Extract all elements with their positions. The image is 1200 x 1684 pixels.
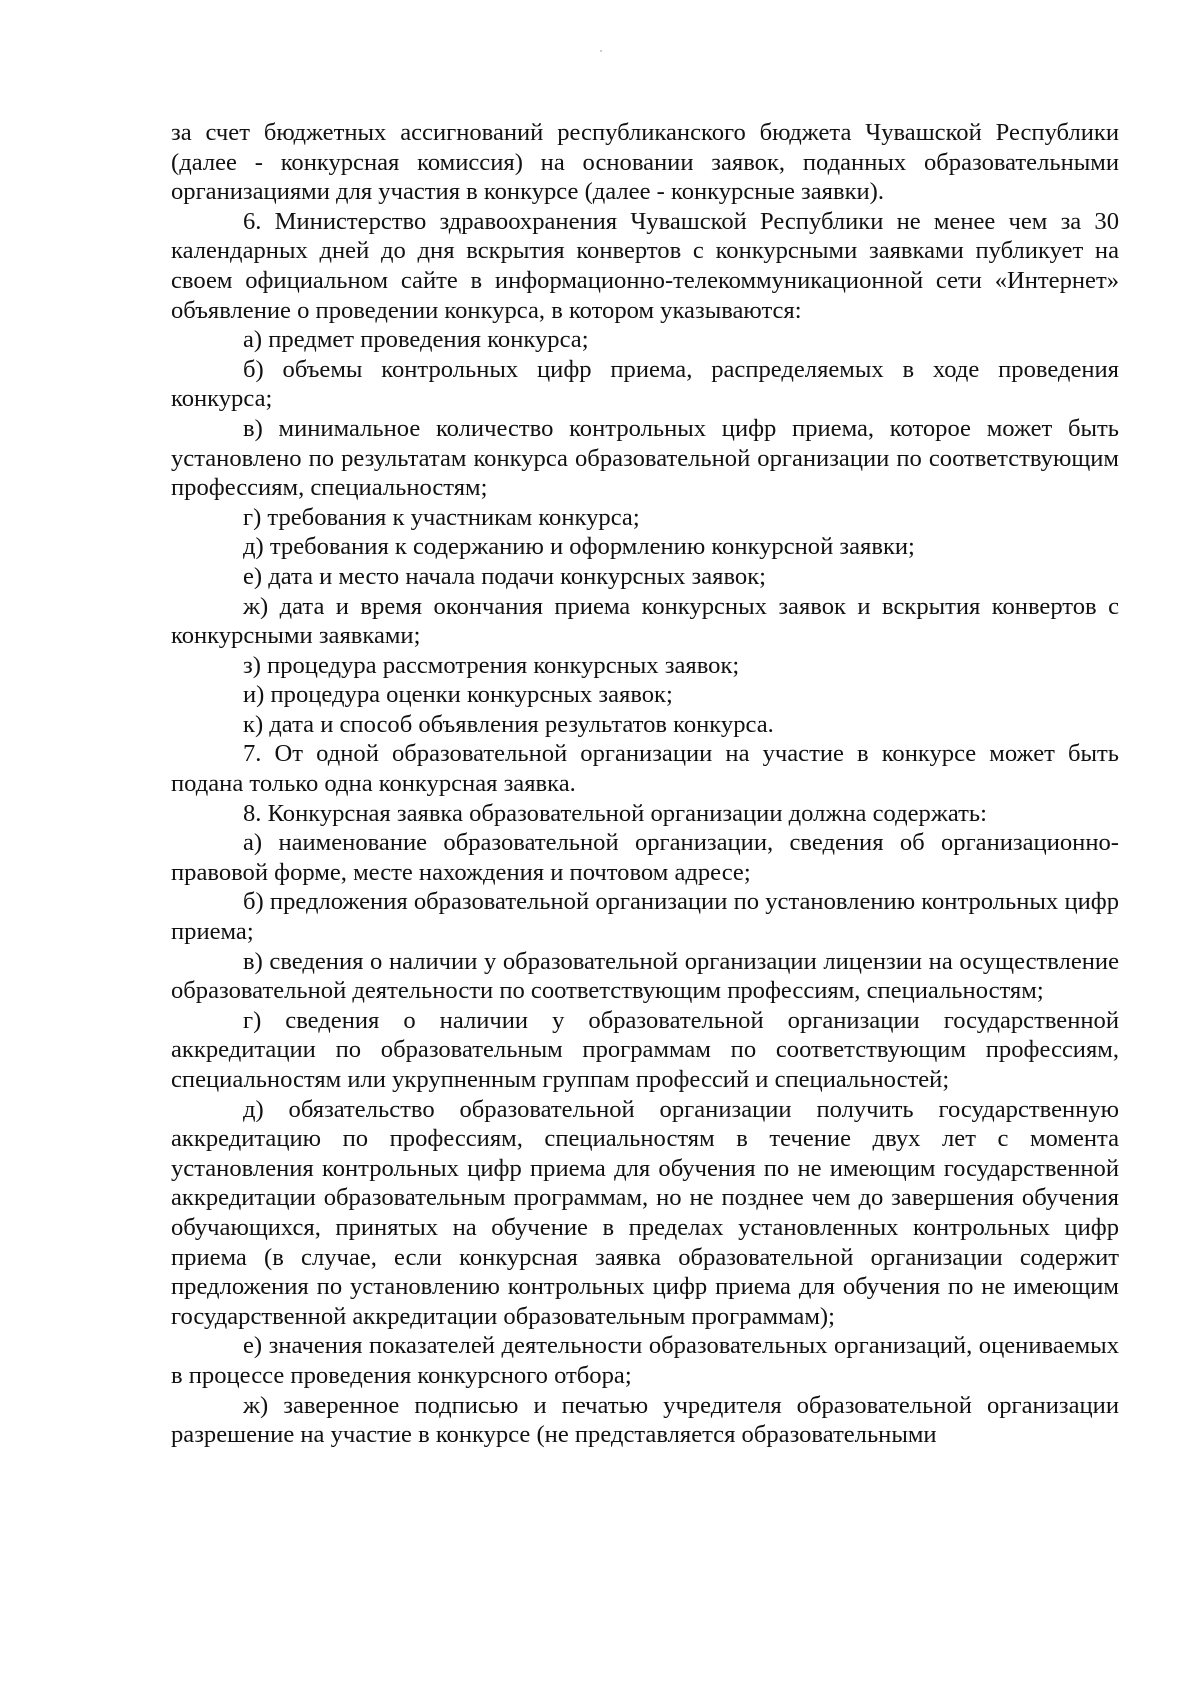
requirement-item-b: б) предложения образовательной организации по установлению контрольных цифр приема; <box>171 888 1119 946</box>
list-item-b: б) объемы контрольных цифр приема, распределяемых в ходе проведения конкурса; <box>171 355 1119 413</box>
requirement-item-a: а) наименование образовательной организации, сведения об организационно-правовой форме, месте нахождения и почтовом адресе; <box>171 829 1119 886</box>
list-item-k: к) дата и способ объявления результатов конкурса. <box>243 710 774 738</box>
requirement-item-d: д) обязательство образовательной организации получить государственную аккредитацию по профессиям, специальностям в течение двух лет с момента установления контрольных цифр приема для обучения по не имеющим государственной аккредитации образовательным программам, но не позднее чем до завершения обучения обучающихся, принятых на обучение в пределах установленных контрольных цифр приема (в случае, если конкурсная заявка образовательной организации содержит предложения по установлению контрольных цифр приема для обучения по не имеющим государственной аккредитации образовательным программам); <box>171 1095 1119 1330</box>
list-item-i: и) процедура оценки конкурсных заявок; <box>243 681 673 709</box>
paragraph-continuation: за счет бюджетных ассигнований республиканского бюджета Чувашской Республики (далее - конкурсная комиссия) на основании заявок, поданных образовательными организациями для участия в конкурсе (далее - конкурсные заявки). <box>171 119 1119 206</box>
list-item-a: а) предмет проведения конкурса; <box>243 326 589 354</box>
list-item-e: е) дата и место начала подачи конкурсных заявок; <box>243 562 767 590</box>
paragraph-item-6: 6. Министерство здравоохранения Чувашской Республики не менее чем за 30 календарных дней до дня вскрытия конвертов с конкурсными заявками публикует на своем официальном сайте в информационно-телекоммуникационной сети «Интернет» объявление о проведении конкурса, в котором указываются: <box>171 207 1119 324</box>
requirement-item-e: е) значения показателей деятельности образовательных организаций, оцениваемых в процессе проведения конкурсного отбора; <box>171 1332 1119 1389</box>
document-body <box>171 118 1119 1450</box>
paragraph-item-7: 7. От одной образовательной организации на участие в конкурсе может быть подана только одна конкурсная заявка. <box>171 740 1119 798</box>
list-item-z: з) процедура рассмотрения конкурсных заявок; <box>243 651 740 679</box>
requirement-item-v: в) сведения о наличии у образовательной организации лицензии на осуществление образовательной деятельности по соответствующим профессиям, специальностям; <box>171 947 1119 1005</box>
scan-speck <box>600 50 602 52</box>
list-item-zh: ж) дата и время окончания приема конкурсных заявок и вскрытия конвертов с конкурсными заявками; <box>171 592 1119 650</box>
list-item-v: в) минимальное количество контрольных цифр приема, которое может быть установлено по результатам конкурса образовательной организации по соответствующим профессиям, специальностям; <box>171 414 1119 502</box>
requirement-item-zh: ж) заверенное подписью и печатью учредителя образовательной организации разрешение на участие в конкурсе (не представляется образовательными <box>171 1391 1119 1449</box>
list-item-d: д) требования к содержанию и оформлению конкурсной заявки; <box>243 533 915 561</box>
requirement-item-g: г) сведения о наличии у образовательной организации государственной аккредитации по образовательным программам по соответствующим профессиям, специальностям или укрупненным группам профессий и специальностей; <box>171 1006 1119 1093</box>
list-item-g: г) требования к участникам конкурса; <box>243 503 640 531</box>
paragraph-item-8: 8. Конкурсная заявка образовательной организации должна содержать: <box>243 799 987 827</box>
